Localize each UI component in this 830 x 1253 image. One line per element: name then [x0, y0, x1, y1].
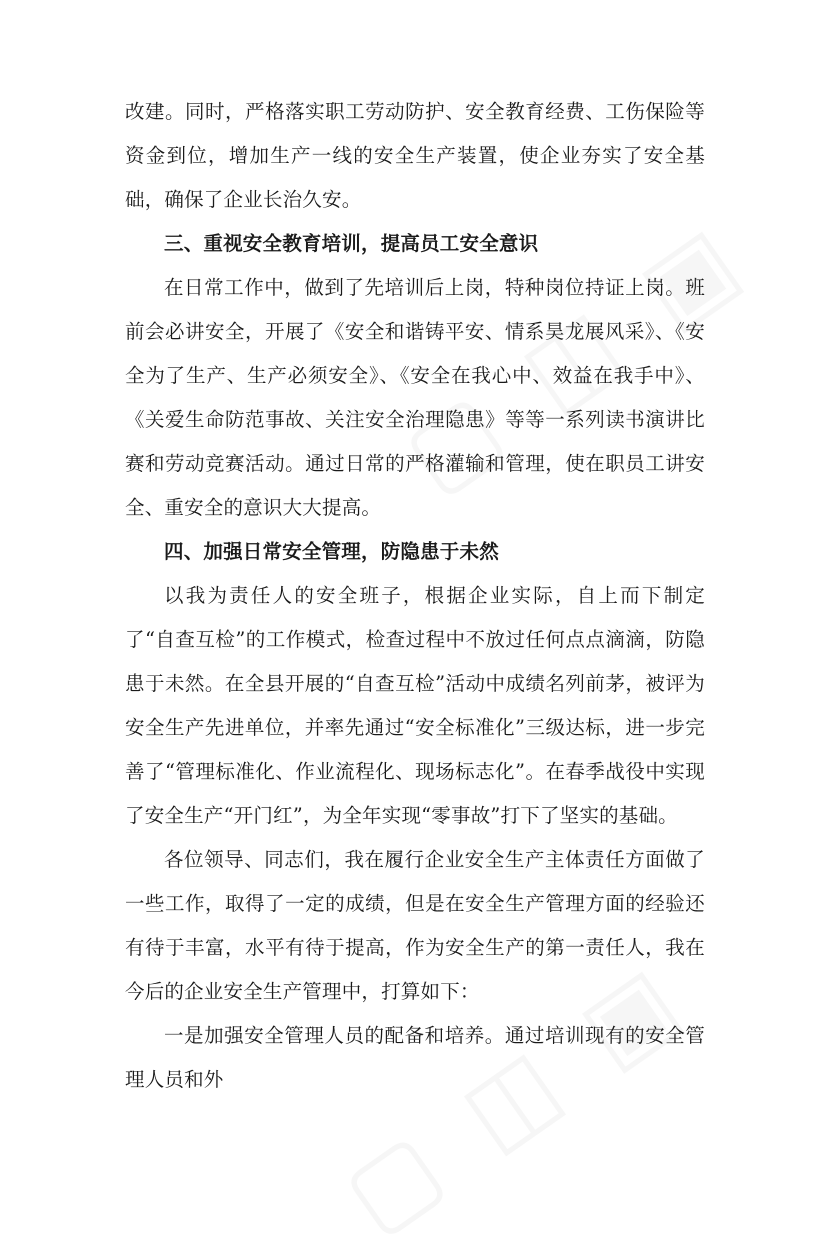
paragraph-plan-1: 一是加强安全管理人员的配备和培养。通过培训现有的安全管理人员和外 [125, 1024, 705, 1091]
document-body [125, 90, 705, 1102]
section-heading-3: 三、重视安全教育培训，提高员工安全意识 [164, 232, 539, 255]
paragraph-training: 在日常工作中，做到了先培训后上岗，特种岗位持证上岗。班前会必讲安全，开展了《安全和谐铸平安、情系昊龙展风采》、《安全为了生产、生产必须安全》、《安全在我心中、效益在我手中》、《关爱生命防范事故、关注安全治理隐患》等等一系列读书演讲比赛和劳动竞赛活动。通过日常的严格灌输和管理，使在职员工讲安全、重安全的意识大大提高。 [125, 276, 705, 519]
paragraph-continuation: 改建。同时，严格落实职工劳动防护、安全教育经费、工伤保险等资金到位，增加生产一线的安全生产装置，使企业夯实了安全基础，确保了企业长治久安。 [125, 100, 705, 211]
section-heading-4: 四、加强日常安全管理，防隐患于未然 [164, 540, 499, 563]
paragraph-management: 以我为责任人的安全班子，根据企业实际，自上而下制定了“自查互检”的工作模式，检查过程中不放过任何点点滴滴，防隐患于未然。在全县开展的“自查互检”活动中成绩名列前茅，被评为安全生产先进单位，并率先通过“安全标准化”三级达标，进一步完善了“管理标准化、作业流程化、现场标志化”。在春季战役中实现了安全生产“开门红”，为全年实现“零事故”打下了坚实的基础。 [125, 584, 705, 827]
paragraph-address: 各位领导、同志们，我在履行企业安全生产主体责任方面做了一些工作，取得了一定的成绩，但是在安全生产管理方面的经验还有待于丰富，水平有待于提高，作为安全生产的第一责任人，我在今后的企业安全生产管理中，打算如下： [125, 848, 705, 1003]
